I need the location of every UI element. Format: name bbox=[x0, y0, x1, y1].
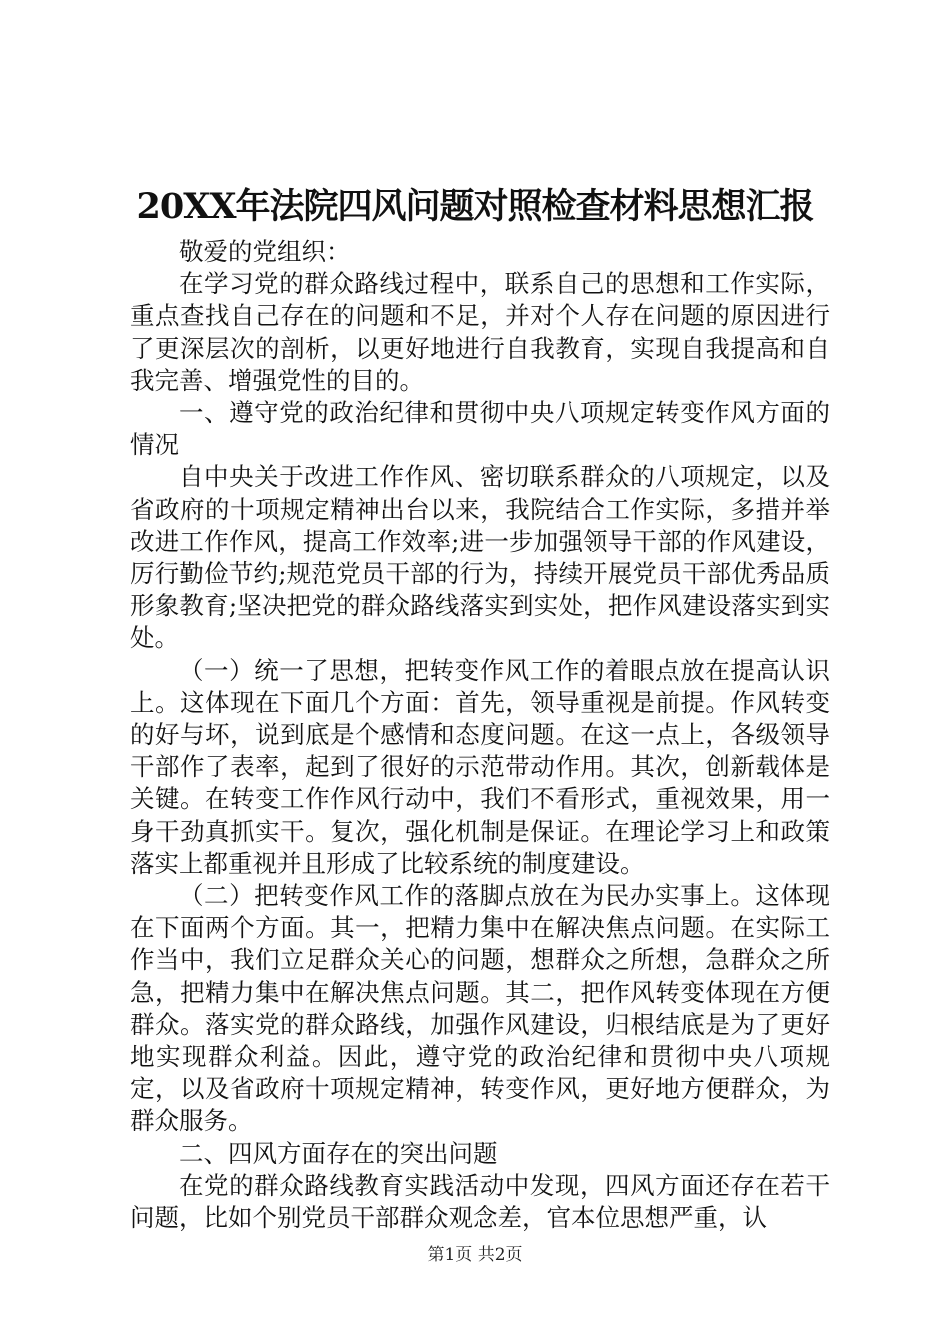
paragraph-subsection-1: （一）统一了思想，把转变作风工作的着眼点放在提高认识上。这体现在下面几个方面：首先，领导重视是前提。作风转变的好与坏，说到底是个感情和态度问题。在这一点上，各级领导干部作了表率，起到了很好的示范带动作用。其次，创新载体是关键。在转变工作作风行动中，我们不看形式，重视效果，用一身干劲真抓实干。复次，强化机制是保证。在理论学习上和政策落实上都重视并且形成了比较系统的制度建设。 bbox=[130, 655, 830, 878]
paragraph-intro: 在学习党的群众路线过程中，联系自己的思想和工作实际，重点查找自己存在的问题和不足，并对个人存在问题的原因进行了更深层次的剖析，以更好地进行自我教育，实现自我提高和自我完善、增强党性的目的。 bbox=[130, 269, 830, 395]
salutation: 敬爱的党组织： bbox=[179, 237, 351, 266]
section-heading-2: 二、四风方面存在的突出问题 bbox=[179, 1138, 498, 1168]
paragraph-subsection-2: （二）把转变作风工作的落脚点放在为民办实事上。这体现在下面两个方面。其一，把精力集中在解决焦点问题。在实际工作当中，我们立足群众关心的问题，想群众之所想，急群众之所急，把精力集中在解决焦点问题。其二，把作风转变体现在方便群众。落实党的群众路线，加强作风建设，归根结底是为了更好地实现群众利益。因此，遵守党的政治纪律和贯彻中央八项规定，以及省政府十项规定精神，转变作风，更好地方便群众，为群众服务。 bbox=[130, 881, 830, 1136]
section-heading-1: 一、遵守党的政治纪律和贯彻中央八项规定转变作风方面的情况 bbox=[130, 398, 830, 460]
page-footer: 第1页 共2页 bbox=[427, 1245, 523, 1265]
paragraph-section-1: 自中央关于改进工作作风、密切联系群众的八项规定，以及省政府的十项规定精神出台以来，我院结合工作实际，多措并举改进工作作风，提高工作效率;进一步加强领导干部的作风建设，厉行勤俭节约;规范党员干部的行为，持续开展党员干部优秀品质形象教育;坚决把党的群众路线落实到实处，把作风建设落实到实处。 bbox=[130, 462, 830, 653]
document-title: 20XX年法院四风问题对照检查材料思想汇报 bbox=[136, 186, 814, 227]
paragraph-section-2: 在党的群众路线教育实践活动中发现，四风方面还存在若干问题，比如个别党员干部群众观念差，官本位思想严重，认 bbox=[130, 1170, 830, 1233]
document-body bbox=[130, 236, 830, 1234]
